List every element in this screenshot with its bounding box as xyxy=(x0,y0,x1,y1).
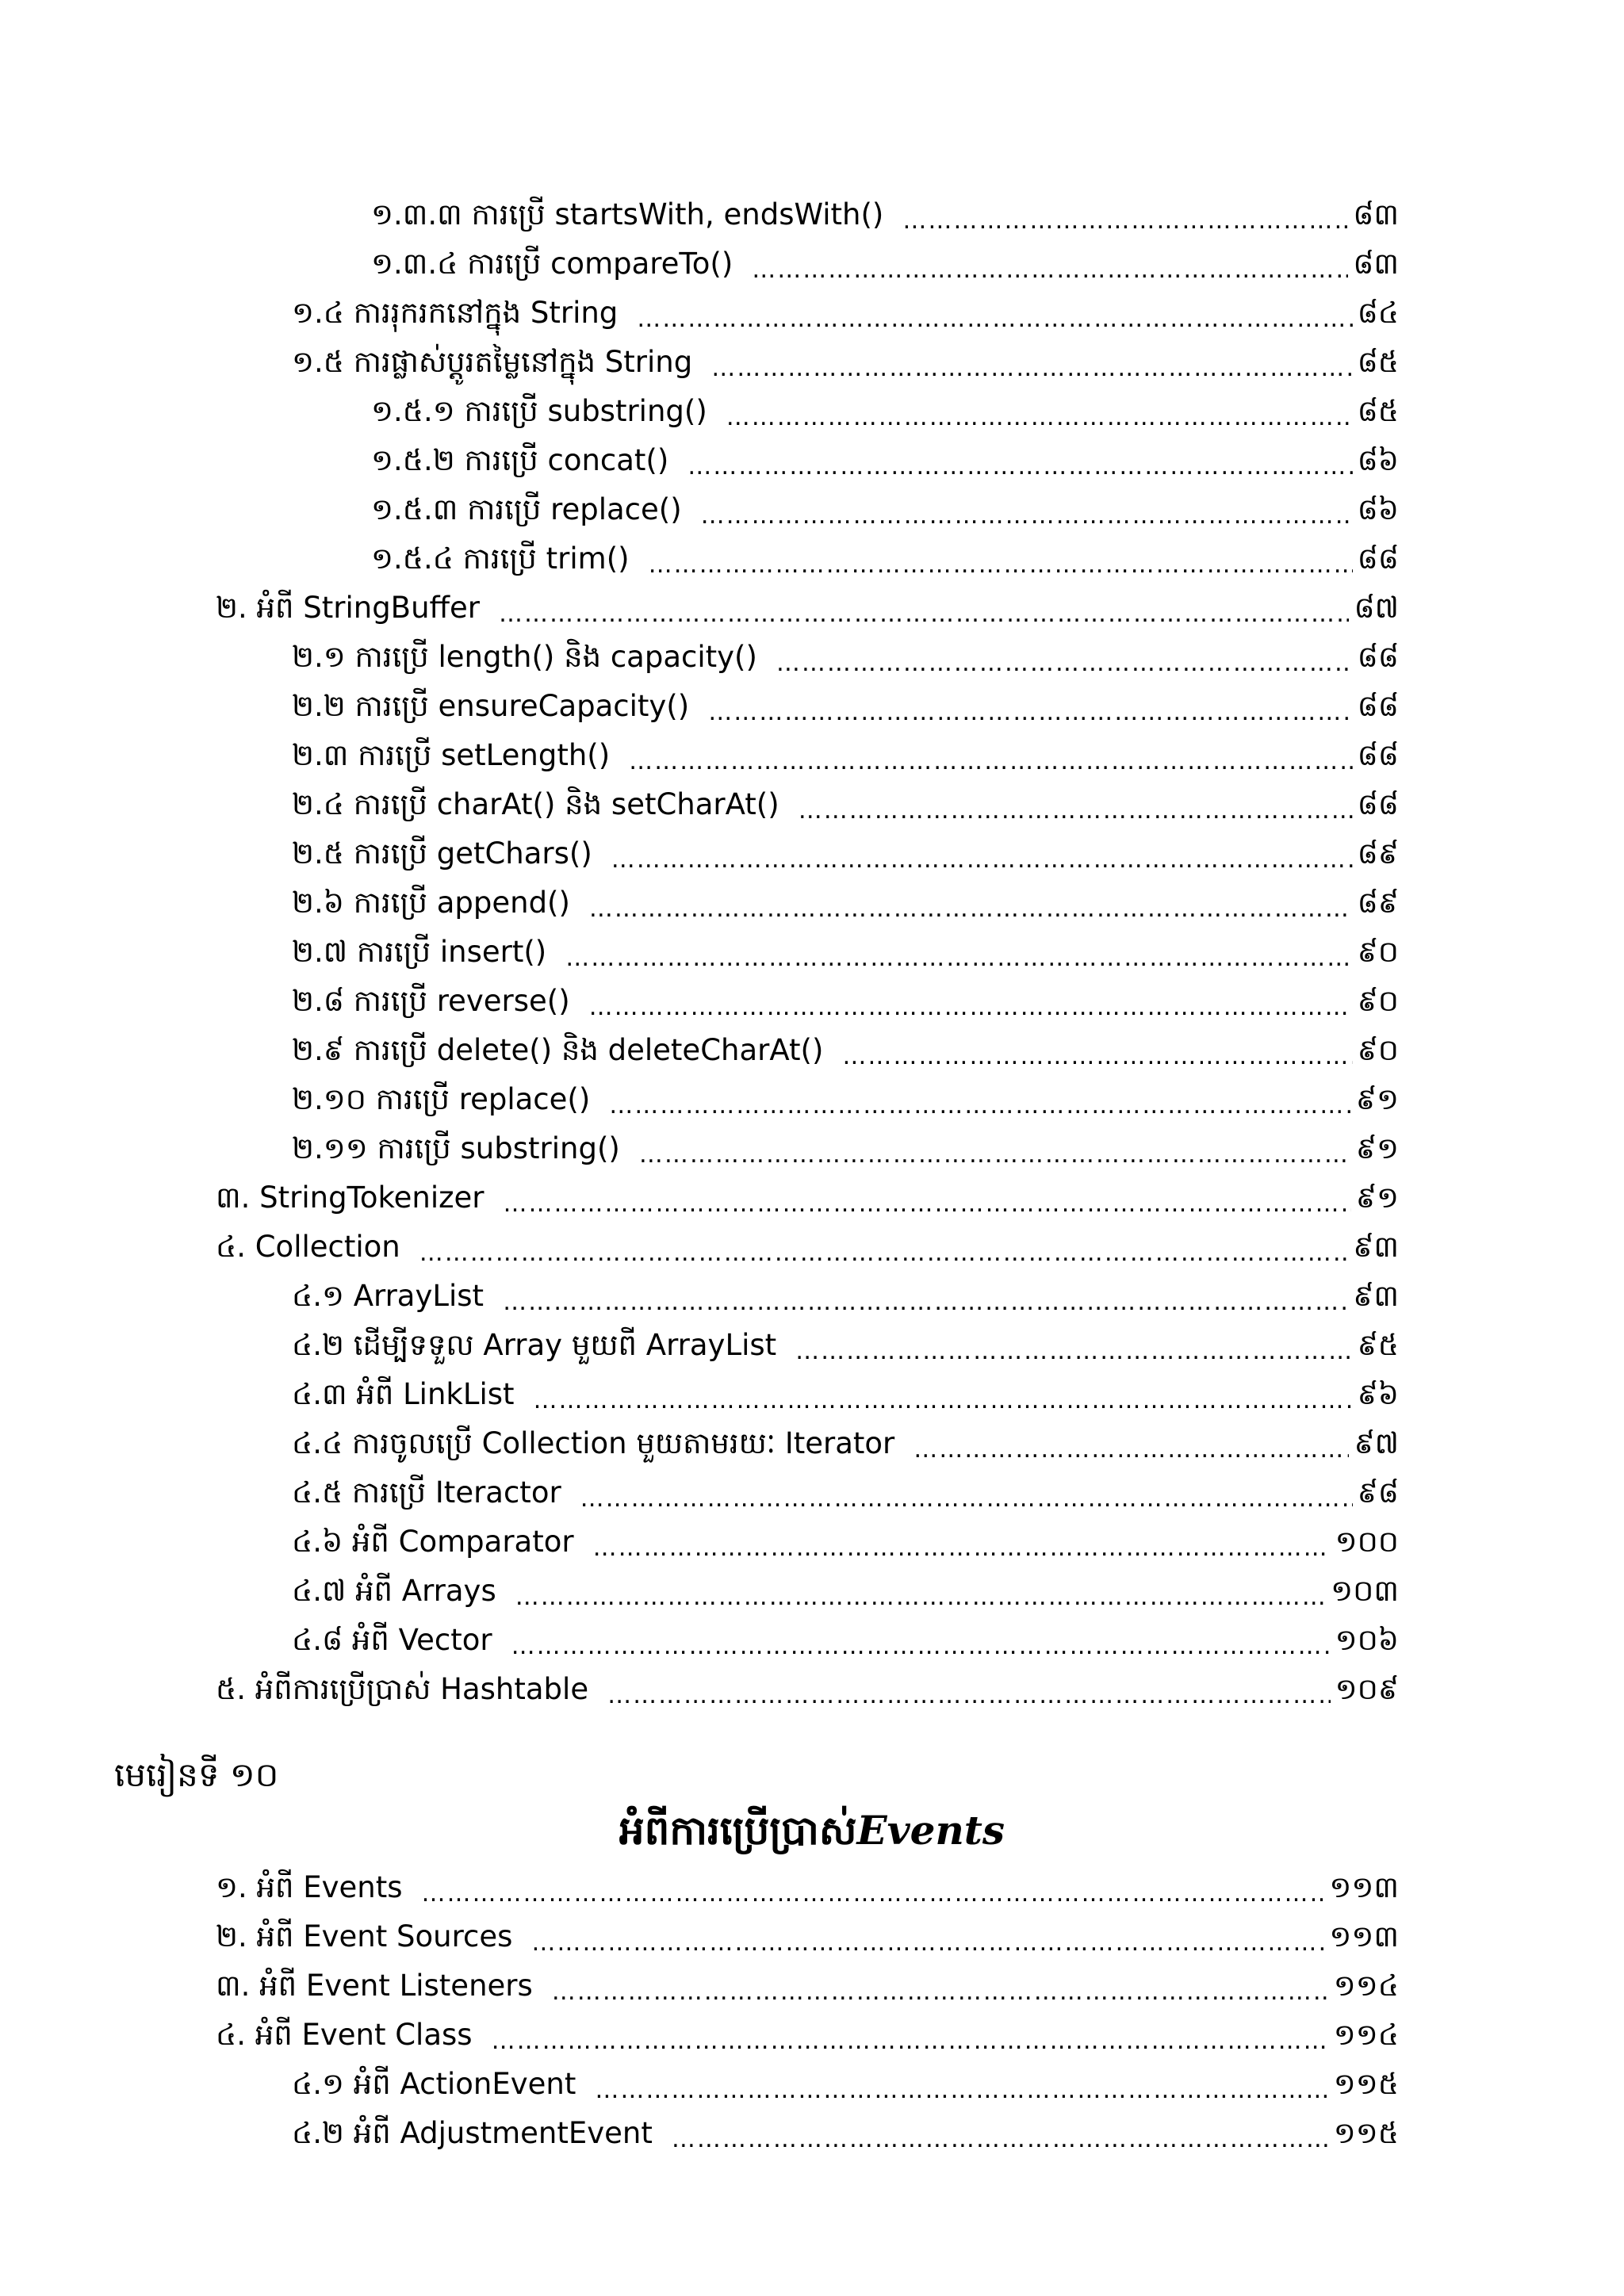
toc-entry-page: ៩៦ xyxy=(1357,1377,1399,1411)
toc-entry xyxy=(216,1668,1399,1717)
toc-leader-dots xyxy=(649,538,1353,587)
toc-entry-title: ៤.៣ អំពី LinkList xyxy=(292,1377,515,1411)
chapter-title-khmer: អំពីការប្រើប្រាស់ xyxy=(619,1808,857,1854)
toc-entry-title: ១.៥.៣ ការប្រើ replace() xyxy=(371,492,682,526)
toc-entry-page: ៩១ xyxy=(1355,1181,1399,1215)
toc-entry-title: ២. អំពី StringBuffer xyxy=(216,591,480,625)
toc-entry xyxy=(292,1275,1399,1324)
toc-leader-dots xyxy=(639,1127,1351,1177)
toc-leader-dots xyxy=(701,488,1353,538)
toc-entry-title: ៣. អំពី Event Listeners xyxy=(216,1969,533,2003)
toc-entry-page: ៨៥ xyxy=(1357,394,1399,428)
toc-entry-title: ៤.២ អំពី AdjustmentEvent xyxy=(292,2116,653,2150)
toc-entry xyxy=(216,587,1399,636)
toc-leader-dots xyxy=(593,1521,1331,1570)
toc-entry-page: ៨៨ xyxy=(1357,689,1399,723)
toc-leader-dots xyxy=(776,636,1353,685)
toc-entry-page: ៨៣ xyxy=(1353,247,1399,281)
toc-entry xyxy=(292,1471,1399,1521)
toc-entry-page: ៨៣ xyxy=(1353,197,1399,232)
toc-entry-page: ៩០ xyxy=(1357,935,1399,969)
toc-entry-page: ៩៧ xyxy=(1354,1426,1399,1460)
lesson-label: មេរៀនទី ១០ xyxy=(114,1755,279,1794)
toc-entry-page: ៨៨ xyxy=(1357,787,1399,821)
toc-leader-dots xyxy=(708,685,1352,734)
toc-leader-dots xyxy=(515,1570,1326,1619)
toc-entry xyxy=(216,1866,1399,1915)
toc-leader-dots xyxy=(752,243,1348,292)
toc-entry xyxy=(292,1570,1399,1619)
toc-leader-dots xyxy=(902,193,1348,243)
toc-entry xyxy=(292,783,1399,832)
toc-entry-page: ១១៤ xyxy=(1333,2018,1399,2052)
toc-entry xyxy=(292,636,1399,685)
toc-entry-page: ៩៣ xyxy=(1353,1279,1399,1313)
toc-entry-page: ៨៩ xyxy=(1357,836,1399,871)
toc-leader-dots xyxy=(607,1668,1331,1717)
toc-leader-dots xyxy=(726,390,1353,439)
toc-entry-title: ១.៥ ការផ្លាស់ប្តូរតម្លៃនៅក្នុង String xyxy=(292,345,693,379)
toc-leader-dots xyxy=(914,1422,1349,1471)
toc-entry-page: ៨៨ xyxy=(1357,541,1399,576)
toc-entry xyxy=(292,2112,1399,2161)
toc-leader-dots xyxy=(611,832,1353,882)
toc-entry-page: ៨៥ xyxy=(1357,345,1399,379)
toc-leader-dots xyxy=(552,1965,1329,2014)
toc-entry-title: ២.៦ ការប្រើ append() xyxy=(292,886,570,920)
toc-leader-dots xyxy=(565,931,1352,980)
toc-entry-page: ៨៨ xyxy=(1357,640,1399,674)
toc-leader-dots xyxy=(499,587,1349,636)
toc-entry-page: ៨៩ xyxy=(1357,886,1399,920)
toc-entry xyxy=(292,1029,1399,1078)
chapter-title-english: Events xyxy=(856,1807,1005,1854)
toc-entry xyxy=(216,1226,1399,1275)
toc-entry-title: ១.៥.៤ ការប្រើ trim() xyxy=(371,541,630,576)
toc-entry xyxy=(292,292,1399,341)
toc-entry-page: ១១៣ xyxy=(1329,1870,1399,1904)
toc-entry-title: ១.៤ ការរុករកនៅក្នុង String xyxy=(292,296,619,330)
toc-entry-title: ២.១ ការប្រើ length() និង capacity() xyxy=(292,640,757,674)
toc-entry xyxy=(292,1324,1399,1373)
toc-entry-page: ១១៤ xyxy=(1333,1969,1399,2003)
toc-leader-dots xyxy=(580,1471,1353,1521)
toc-entry xyxy=(292,2063,1399,2112)
toc-entry-page: ១០៣ xyxy=(1331,1574,1399,1608)
toc-entry-title: ៤.៦ អំពី Comparator xyxy=(292,1525,574,1559)
toc-leader-dots xyxy=(688,439,1352,488)
chapter-title xyxy=(0,1806,1624,1864)
toc-entry-page: ៨៧ xyxy=(1354,591,1399,625)
toc-entry xyxy=(371,243,1399,292)
toc-entry-page: ៩៨ xyxy=(1357,1475,1399,1510)
toc-entry-page: ៩៣ xyxy=(1353,1230,1399,1264)
toc-entry xyxy=(216,1915,1399,1965)
toc-leader-dots xyxy=(795,1324,1352,1373)
toc-leader-dots xyxy=(503,1275,1348,1324)
toc-entry xyxy=(292,341,1399,390)
toc-leader-dots xyxy=(799,783,1353,832)
toc-entry-title: ៤.១ ArrayList xyxy=(292,1279,485,1313)
toc-entry xyxy=(371,538,1399,587)
toc-leader-dots xyxy=(589,980,1353,1029)
toc-entry-title: ៤. អំពី Event Class xyxy=(216,2018,473,2052)
toc-leader-dots xyxy=(531,1915,1324,1965)
toc-entry-title: ២. អំពី Event Sources xyxy=(216,1919,513,1954)
toc-entry xyxy=(216,1965,1399,2014)
toc-entry xyxy=(292,1078,1399,1127)
toc-entry-title: ១.៥.១ ការប្រើ substring() xyxy=(371,394,707,428)
toc-entry xyxy=(371,488,1399,538)
toc-entry-title: ៤.២ ដើម្បីទទួល Array មួយពី ArrayList xyxy=(292,1328,777,1362)
toc-entry-title: ៤.៥ ការប្រើ Iteractor xyxy=(292,1475,561,1510)
toc-entry-title: ១.៣.៤ ការប្រើ compareTo() xyxy=(371,247,733,281)
toc-entry-title: ៣. StringTokenizer xyxy=(216,1181,485,1215)
toc-entry-page: ៨៨ xyxy=(1357,738,1399,772)
toc-entry-title: ២.៥ ការប្រើ getChars() xyxy=(292,836,592,871)
toc-entry-title: ២.២ ការប្រើ ensureCapacity() xyxy=(292,689,690,723)
toc-entry-page: ១០៩ xyxy=(1335,1672,1399,1706)
toc-entry xyxy=(371,193,1399,243)
toc-entry xyxy=(292,931,1399,980)
toc-entry-title: ២.១១ ការប្រើ substring() xyxy=(292,1131,620,1165)
toc-entry-page: ១០០ xyxy=(1335,1525,1399,1559)
toc-entry-title: ២.១០ ការប្រើ replace() xyxy=(292,1082,591,1116)
toc-entry-title: ៤.៤ ការចូលប្រើ Collection មួយតាមរយៈ Iterator xyxy=(292,1426,895,1460)
toc-entry-page: ៨៤ xyxy=(1357,296,1399,330)
toc-leader-dots xyxy=(534,1373,1353,1422)
toc-entry-title: ៤. Collection xyxy=(216,1230,400,1264)
toc-entry xyxy=(292,882,1399,931)
toc-entry-page: ៩១ xyxy=(1355,1131,1399,1165)
toc-leader-dots xyxy=(511,1619,1331,1668)
toc-entry-title: ២.៧ ការប្រើ insert() xyxy=(292,935,547,969)
toc-entry xyxy=(292,734,1399,783)
toc-entry-page: ៩១ xyxy=(1355,1082,1399,1116)
toc-entry xyxy=(371,390,1399,439)
toc-entry-title: ១. អំពី Events xyxy=(216,1870,403,1904)
toc-entry xyxy=(292,1521,1399,1570)
toc-entry xyxy=(292,832,1399,882)
toc-entry-title: ២.៩ ការប្រើ delete() និង deleteCharAt() xyxy=(292,1033,824,1067)
toc-leader-dots xyxy=(629,734,1352,783)
toc-entry-title: ២.៨ ការប្រើ reverse() xyxy=(292,984,570,1018)
toc-leader-dots xyxy=(595,2063,1328,2112)
toc-entry xyxy=(216,1177,1399,1226)
toc-entry xyxy=(292,1422,1399,1471)
toc-entry-page: ៨៦ xyxy=(1357,443,1399,477)
toc-entry xyxy=(371,439,1399,488)
toc-entry-page: ១១៥ xyxy=(1333,2116,1399,2150)
toc-entry-page: ១១៣ xyxy=(1329,1919,1399,1954)
toc-leader-dots xyxy=(492,2014,1329,2063)
toc-entry xyxy=(292,685,1399,734)
toc-entry-page: ១១៥ xyxy=(1333,2067,1399,2101)
toc-leader-dots xyxy=(419,1226,1348,1275)
toc-entry xyxy=(292,1127,1399,1177)
toc-entry-page: ៩០ xyxy=(1357,984,1399,1018)
toc-entry xyxy=(292,1373,1399,1422)
toc-entry-page: ១០៦ xyxy=(1335,1623,1399,1657)
toc-entry xyxy=(216,2014,1399,2063)
toc-leader-dots xyxy=(589,882,1353,931)
toc-entry-title: ២.៣ ការប្រើ setLength() xyxy=(292,738,611,772)
toc-entry-title: ២.៤ ការប្រើ charAt() និង setCharAt() xyxy=(292,787,779,821)
toc-entry-title: ៤.៨ អំពី Vector xyxy=(292,1623,492,1657)
toc-entry-page: ៨៦ xyxy=(1357,492,1399,526)
toc-entry-title: ១.៥.២ ការប្រើ concat() xyxy=(371,443,669,477)
toc-entry-page: ៩៥ xyxy=(1357,1328,1399,1362)
toc-leader-dots xyxy=(672,2112,1329,2161)
toc-entry-title: ១.៣.៣ ការប្រើ startsWith, endsWith() xyxy=(371,197,884,232)
toc-leader-dots xyxy=(422,1866,1325,1915)
toc-entry-title: ៤.៧ អំពី Arrays xyxy=(292,1574,496,1608)
toc-leader-dots xyxy=(842,1029,1352,1078)
toc-leader-dots xyxy=(711,341,1352,390)
toc-entry-title: ៥. អំពីការប្រើប្រាស់ Hashtable xyxy=(216,1672,589,1706)
toc-leader-dots xyxy=(609,1078,1351,1127)
toc-entry xyxy=(292,980,1399,1029)
toc-entry-page: ៩០ xyxy=(1357,1033,1399,1067)
toc-entry-title: ៤.១ អំពី ActionEvent xyxy=(292,2067,576,2101)
toc-leader-dots xyxy=(504,1177,1351,1226)
toc-leader-dots xyxy=(637,292,1352,341)
toc-entry xyxy=(292,1619,1399,1668)
